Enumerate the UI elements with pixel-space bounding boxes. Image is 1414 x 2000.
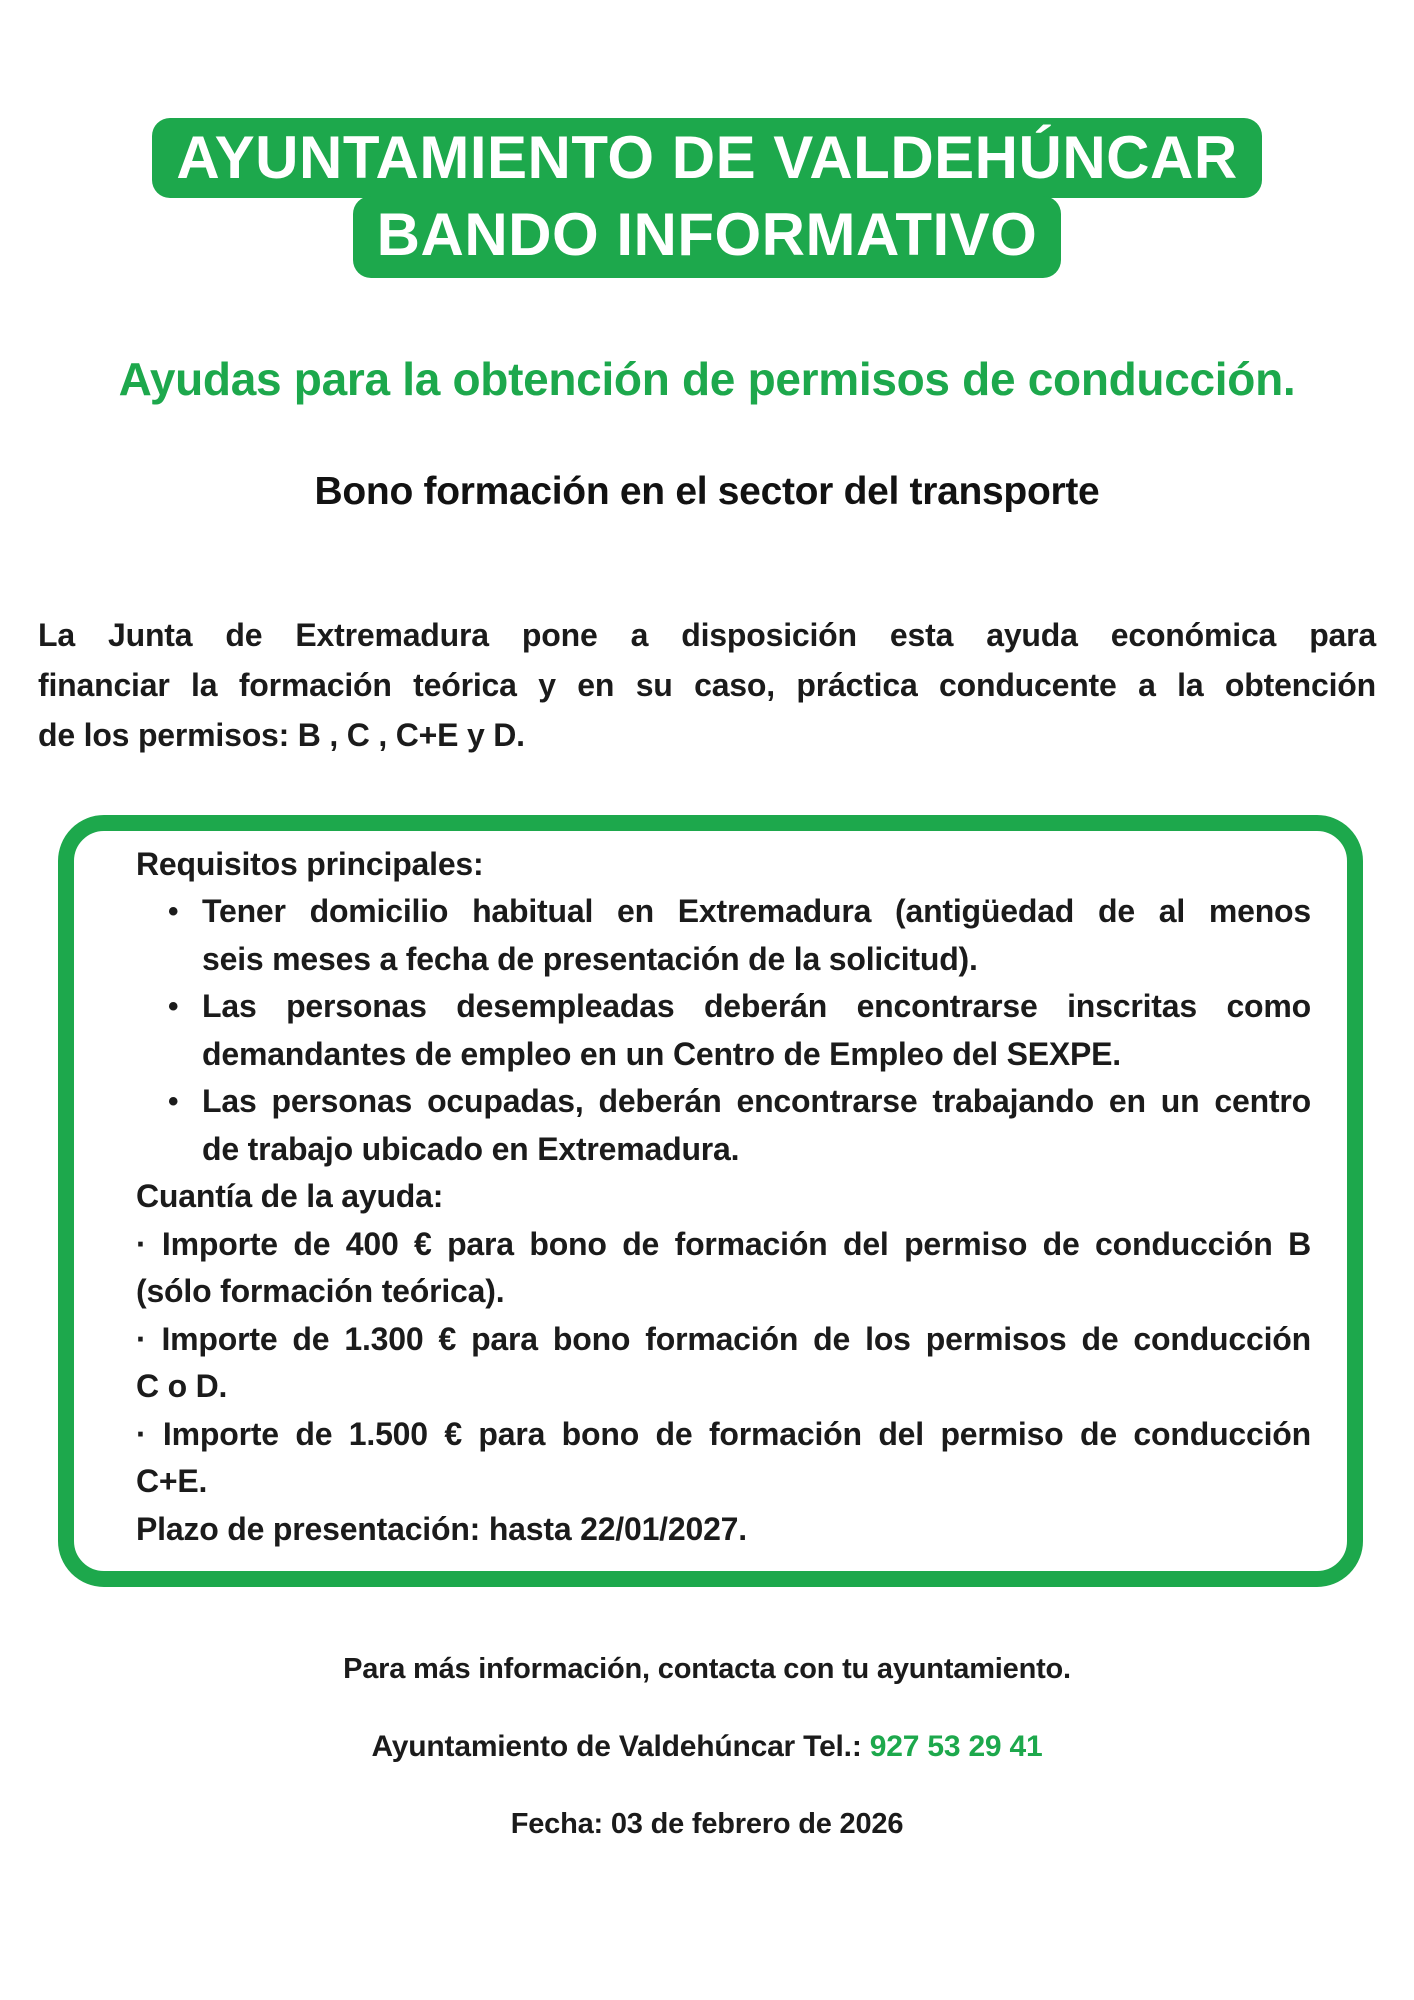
importe-c-e-line-2: C+E.	[136, 1463, 208, 1500]
intro-line-2: financiar la formación teórica y en su caso, práctica conducente a la obtención	[38, 666, 1376, 703]
title-row-2	[0, 198, 1414, 278]
requisito-item-1	[136, 888, 1311, 936]
plazo-line: Plazo de presentación: hasta 22/01/2027.	[136, 1510, 747, 1547]
contact-line	[0, 1730, 1414, 1764]
title-row-1	[0, 118, 1414, 198]
requisito-2-line-2: demandantes de empleo en un Centro de Empleo del SEXPE.	[202, 1035, 1121, 1072]
requisito-1-line-1: Tener domicilio habitual en Extremadura (antigüedad de al menos	[202, 893, 1311, 930]
municipality-title-highlight: AYUNTAMIENTO DE VALDEHÚNCAR	[152, 118, 1261, 198]
cuantia-heading: Cuantía de la ayuda:	[136, 1178, 444, 1215]
importe-b-line-1: · Importe de 400 € para bono de formación del permiso de conducción B	[136, 1225, 1311, 1262]
bullet-icon: •	[168, 990, 179, 1024]
importe-b-line-2: (sólo formación teórica).	[136, 1273, 505, 1310]
importe-c-d-line-2: C o D.	[136, 1368, 228, 1405]
more-info-note: Para más información, contacta con tu ayuntamiento.	[343, 1652, 1071, 1685]
requisito-1-line-2: seis meses a fecha de presentación de la solicitud).	[202, 940, 978, 977]
bullet-icon: •	[168, 1085, 179, 1119]
intro-line-3: de los permisos: B , C , C+E y D.	[38, 716, 525, 753]
requisito-item-3	[136, 1078, 1311, 1126]
bullet-icon: •	[168, 895, 179, 929]
requirements-box	[58, 815, 1363, 1587]
requisitos-heading: Requisitos principales:	[136, 845, 484, 882]
contact-label: Ayuntamiento de Valdehúncar Tel.:	[371, 1729, 870, 1763]
requisito-3-line-1: Las personas ocupadas, deberán encontrarse trabajando en un centro	[202, 1083, 1311, 1120]
subtitle: Bono formación en el sector del transporte	[314, 470, 1100, 514]
requisito-item-2	[136, 983, 1311, 1031]
title-block	[0, 0, 1414, 278]
headline: Ayudas para la obtención de permisos de conducción.	[118, 353, 1296, 405]
requisito-2-line-1: Las personas desempleadas deberán encontrarse inscritas como	[202, 988, 1311, 1025]
phone-number: 927 53 29 41	[869, 1729, 1043, 1763]
intro-paragraph	[38, 610, 1376, 760]
intro-line-1: La Junta de Extremadura pone a disposición esta ayuda económica para	[38, 616, 1376, 653]
requisito-3-line-2: de trabajo ubicado en Extremadura.	[202, 1130, 740, 1167]
importe-c-e-line-1: · Importe de 1.500 € para bono de formación del permiso de conducción	[136, 1415, 1311, 1452]
bando-title-highlight: BANDO INFORMATIVO	[353, 196, 1062, 278]
date-line: Fecha: 03 de febrero de 2026	[510, 1807, 904, 1840]
importe-c-d-line-1: · Importe de 1.300 € para bono formación de los permisos de conducción	[136, 1320, 1311, 1357]
